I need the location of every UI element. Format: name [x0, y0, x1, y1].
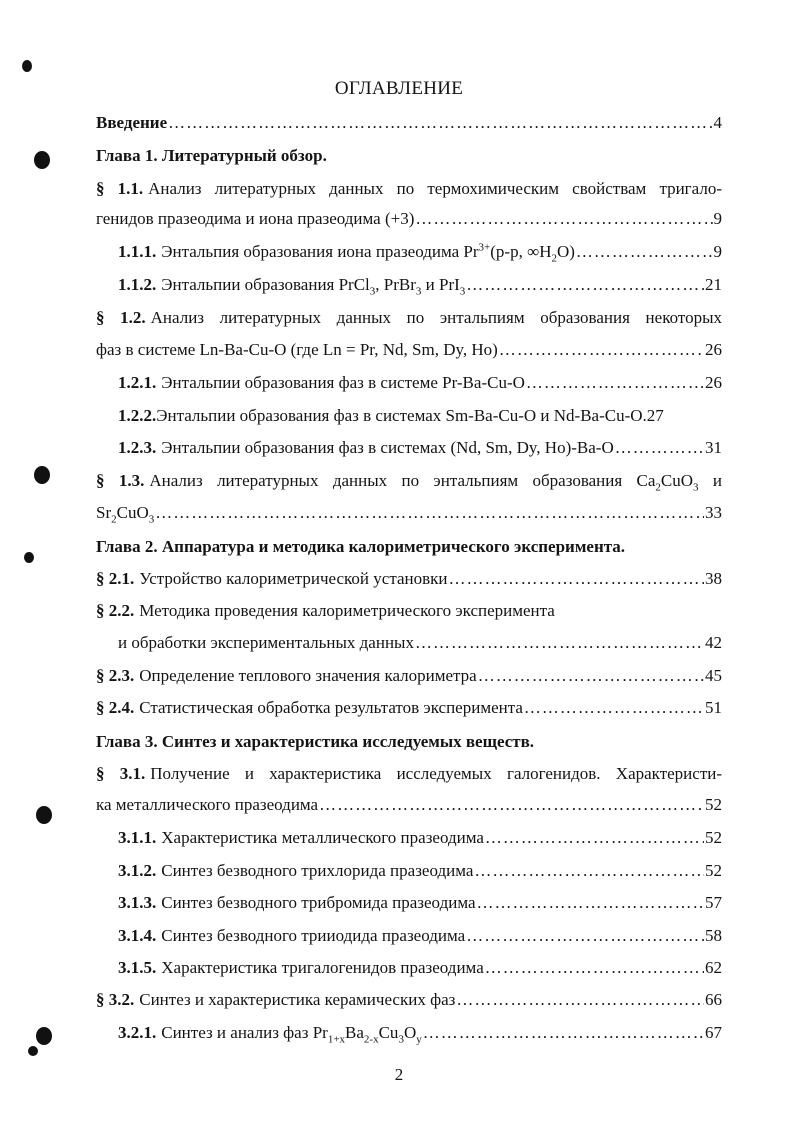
- leader-dots: [478, 665, 704, 687]
- toc-subsection-3-1-4[interactable]: 3.1.4. Синтез безводного трииодида празеодима ……………………………………………………………………………………………………………………………………………………………………… 58: [118, 925, 722, 947]
- toc-subsection-3-2-1[interactable]: 3.2.1. Синтез и анализ фаз $Pr_{1+x}Ba_{2-x}Cu_3O_y$ ……………………………………………………………………………………………………………………………………………………………………… 67: [118, 1022, 722, 1044]
- leader-dots: [466, 925, 704, 947]
- toc-subsection-3-1-2[interactable]: 3.1.2. Синтез безводного трихлорида празеодима ……………………………………………………………………………………………………………………………………………………………………… 52: [118, 860, 722, 882]
- leader-dots: [499, 339, 704, 361]
- toc-subsection-1-2-3[interactable]: 1.2.3. Энтальпии образования фаз в системах (Nd, Sm, Dy, Ho)-Ba-O ……………………………………………………………………………………………………………………………………………………………………… 31: [118, 437, 722, 459]
- binding-hole-mark: [34, 466, 50, 484]
- toc-subsection-1-1-1[interactable]: 1.1.1. Энтальпия образования иона празеодима $Pr^{3+}(р-р$, $\infty H_2O$) ……………………………………………………………………………………………………………………………………………………………………… 9: [118, 241, 722, 263]
- leader-dots: [423, 1022, 704, 1044]
- toc-section-3-1-line1[interactable]: § 3.1. Получение и характеристика исследуемых галогенидов. Характеристи-: [96, 764, 723, 783]
- toc-subsection-1-2-1[interactable]: 1.2.1. Энтальпии образования фаз в системе Pr-Ba-Cu-O ……………………………………………………………………………………………………………………………………………………………………… 26: [118, 372, 722, 394]
- page-ref: 26: [705, 373, 722, 392]
- toc-subsection-3-1-5[interactable]: 3.1.5. Характеристика тригалогенидов празеодима ……………………………………………………………………………………………………………………………………………………………………… 62: [118, 957, 722, 979]
- toc-section-1-1-line1[interactable]: § 1.1. Анализ литературных данных по термохимическим свойствам тригало-: [96, 179, 722, 198]
- page-ref: 26: [705, 340, 722, 359]
- page-ref: 52: [705, 861, 722, 880]
- page-ref: 52: [705, 828, 722, 847]
- page-ref: 45: [705, 666, 722, 685]
- toc-section-3-2[interactable]: § 3.2. Синтез и характеристика керамических фаз ……………………………………………………………………………………………………………………………………………………………………… 66: [96, 989, 722, 1011]
- toc-chapter-1[interactable]: Глава 1. Литературный обзор.: [96, 146, 327, 165]
- binding-hole-mark: [24, 552, 34, 563]
- toc-section-1-2-line1[interactable]: § 1.2. Анализ литературных данных по энтальпиям образования некоторых: [96, 308, 722, 327]
- page-ref: 4: [713, 113, 722, 132]
- toc-section-1-3-line2[interactable]: $Sr_2CuO_3$ ……………………………………………………………………………………………………………………………………………………………………… 33: [96, 502, 722, 524]
- toc-subsection-1-1-2[interactable]: 1.1.2. Энтальпии образования PrCl$_3$, PrBr$_3$ и PrI$_3$ ……………………………………………………………………………………………………………………………………………………………………… 21: [118, 274, 722, 296]
- leader-dots: [474, 860, 704, 882]
- leader-dots: [615, 437, 704, 459]
- toc-section-2-4[interactable]: § 2.4. Статистическая обработка результатов эксперимента ……………………………………………………………………………………………………………………………………………………………………… 51: [96, 697, 722, 719]
- toc-section-2-3[interactable]: § 2.3. Определение теплового значения калориметра ……………………………………………………………………………………………………………………………………………………………………… 45: [96, 665, 722, 687]
- toc-section-2-2-line1[interactable]: § 2.2. Методика проведения калориметрического эксперимента: [96, 601, 555, 620]
- binding-hole-mark: [28, 1046, 38, 1056]
- toc-section-1-3-line1[interactable]: § 1.3. Анализ литературных данных по энтальпиям образования $Ca_2CuO_3$ и: [96, 471, 722, 494]
- toc-chapter-2[interactable]: Глава 2. Аппаратура и методика калориметрического эксперимента.: [96, 537, 626, 556]
- page-ref: 33: [705, 503, 722, 522]
- leader-dots: [415, 208, 712, 230]
- page-ref: 21: [705, 275, 722, 294]
- toc-section-1-2-line2[interactable]: фаз в системе Ln-Ba-Cu-O (где Ln = Pr, Nd, Sm, Dy, Ho) ……………………………………………………………………………………………………………………………………………………………………… 26: [96, 339, 722, 361]
- toc-section-1-1-line2[interactable]: генидов празеодима и иона празеодима (+3) ……………………………………………………………………………………………………………………………………………………………………… 9: [96, 208, 722, 230]
- leader-dots: [526, 372, 704, 394]
- leader-dots: [466, 274, 704, 296]
- page-ref: 38: [705, 569, 722, 588]
- page-number: 2: [394, 1065, 404, 1084]
- toc-chapter-3[interactable]: Глава 3. Синтез и характеристика исследуемых веществ.: [96, 732, 535, 751]
- page-ref: 42: [705, 633, 722, 652]
- page-ref: 62: [705, 958, 722, 977]
- page-ref: 67: [705, 1023, 722, 1042]
- leader-dots: [524, 697, 704, 719]
- toc-entry-introduction[interactable]: Введение ……………………………………………………………………………………………………………………………………………………………………… 4: [96, 112, 722, 134]
- page-ref: 9: [713, 242, 722, 261]
- leader-dots: [456, 989, 704, 1011]
- toc-subsection-1-2-2[interactable]: 1.2.2. Энтальпии образования фаз в системах Sm-Ba-Cu-O и Nd-Ba-Cu-O. 27: [118, 406, 664, 425]
- page-ref: 51: [705, 698, 722, 717]
- leader-dots: [477, 892, 704, 914]
- leader-dots: [168, 112, 712, 134]
- binding-hole-mark: [34, 151, 50, 169]
- page-title: ОГЛАВЛЕНИЕ: [334, 78, 464, 99]
- toc-subsection-3-1-3[interactable]: 3.1.3. Синтез безводного трибромида празеодима ……………………………………………………………………………………………………………………………………………………………………… 57: [118, 892, 722, 914]
- page-ref: 58: [705, 926, 722, 945]
- page-ref: 9: [713, 209, 722, 228]
- leader-dots: [155, 502, 704, 524]
- page-ref: 66: [705, 990, 722, 1009]
- leader-dots: [485, 827, 704, 849]
- toc-section-2-1[interactable]: § 2.1. Устройство калориметрической установки ……………………………………………………………………………………………………………………………………………………………………… 38: [96, 568, 722, 590]
- binding-hole-mark: [22, 60, 32, 72]
- leader-dots: [485, 957, 704, 979]
- page-ref: 27: [646, 406, 664, 425]
- page-ref: 31: [705, 438, 722, 457]
- page-ref: 52: [705, 795, 722, 814]
- leader-dots: [415, 632, 704, 654]
- toc-section-3-1-line2[interactable]: ка металлического празеодима ……………………………………………………………………………………………………………………………………………………………………… 52: [96, 794, 722, 816]
- toc-section-2-2-line2[interactable]: и обработки экспериментальных данных ……………………………………………………………………………………………………………………………………………………………………… 42: [118, 632, 722, 654]
- leader-dots: [576, 241, 713, 263]
- leader-dots: [319, 794, 704, 816]
- binding-hole-mark: [36, 1027, 52, 1045]
- leader-dots: [449, 568, 705, 590]
- toc-subsection-3-1-1[interactable]: 3.1.1. Характеристика металлического празеодима ……………………………………………………………………………………………………………………………………………………………………… 52: [118, 827, 722, 849]
- page-ref: 57: [705, 893, 722, 912]
- binding-hole-mark: [36, 806, 52, 824]
